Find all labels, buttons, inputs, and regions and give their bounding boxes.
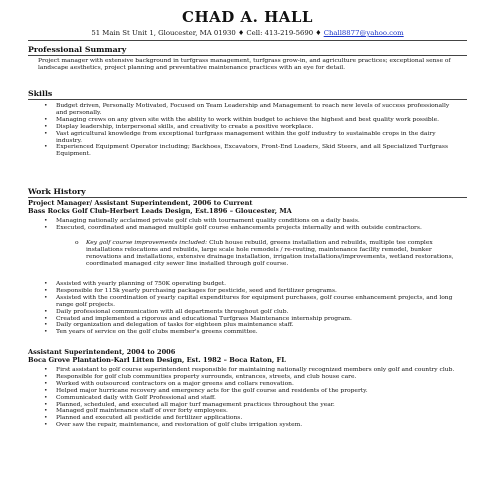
list-item: • Budget driven, Personally Motivated, Focused on Team Leadership and Management to reach new levels of success professionally and personally. — [44, 102, 450, 116]
list-item: • Managed golf maintenance staff of over forty employees. — [44, 407, 228, 415]
contact-line — [0, 29, 495, 37]
contact-details: 51 Main St Unit 1, Gloucester, MA 01930 ♦ Cell: 413-219-5690 ♦ — [91, 29, 324, 37]
list-item: • Helped major hurricane recovery and emergency acts for the golf course and residents of the property. — [44, 386, 368, 394]
work-heading: Work History — [28, 187, 86, 196]
job2-company: Boca Grove Plantation-Karl Litten Design, Est. 1982 – Boca Raton, FL — [28, 356, 286, 364]
list-item: • Communicated daily with Golf Professional and staff. — [44, 393, 216, 401]
subitem-text: Club house rebuild, greens installation and rebuilds, multiple tee complex installations relocations and rebuilds, large scale hole remodels / re-routing, maintenance facility remodel, bunker renovations and installations, extensive drainage installation, irrigation installations/improvements, wetland restorations, coordinated managed city sewer line installed through golf course. — [86, 239, 454, 267]
skills-divider — [28, 99, 467, 100]
job2-list — [44, 366, 461, 429]
list-item: • Planned and executed all pesticide and fertilizer applications. — [44, 414, 243, 422]
list-item: • Executed, coordinated and managed multiple golf course enhancements projects internally and with outside contractors. — [44, 223, 422, 231]
summary-text: Project manager with extensive background in turfgrass management, turfgrass grow-in, and agriculture practices; exceptional sense of landscape aesthetics, project planning and preventative maintenance practices with an eye for detail. — [38, 57, 451, 71]
list-item: • Ten years of service on the golf clubs member's greens committee. — [44, 328, 258, 336]
summary-divider — [28, 55, 467, 56]
job1-list — [44, 217, 461, 232]
list-item: • Planned, scheduled, and executed all major turf management practices throughout the year. — [44, 400, 335, 408]
list-item: • Responsible for golf club communities property surrounds, entrances, streets, and club house care. — [44, 372, 357, 380]
list-item: • Created and implemented a rigorous and educational Turfgrass Maintenance internship program. — [44, 314, 352, 322]
list-item: • First assistant to golf course superintendent responsible for maintaining nationally recognized members only golf and country club. — [44, 366, 455, 373]
job1-company: Bass Rocks Golf Club-Herbert Leads Design, Est.1896 – Gloucester, MA — [28, 207, 292, 215]
list-item: • Experienced Equipment Operator including; Backhoes, Excavators, Front-End Loaders, Skid Steers, and all Specialized Turfgrass Equipment. — [44, 143, 449, 158]
job1-subitem: o Key golf course improvements included: Club house rebuild, greens installation and rebuilds, multiple tee complex installations relocations and rebuilds, large scale hole remodels / re-routing, maintenance facility remodel, bunker renovations and installations, extensive drainage installation, irrigation installations/improvements, wetland restorations, coordinated managed city sewer line installed through golf course. — [75, 239, 454, 267]
list-item: • Worked with outsourced contractors on a major greens and collars renovation. — [44, 379, 294, 387]
job1-list-2 — [44, 280, 461, 336]
list-item: • Over saw the repair, maintenance, and restoration of golf clubs irrigation system. — [44, 421, 303, 429]
list-item: • Managing crews on any given site with the ability to work within budget to achieve the highest and best quality work possible. — [44, 115, 440, 123]
list-item: • Responsible for 115k yearly purchasing packages for pesticide, seed and fertilizer programs. — [44, 286, 337, 294]
work-divider — [28, 197, 467, 198]
summary-heading: Professional Summary — [28, 45, 127, 54]
email-link[interactable]: Chall8877@yahoo.com — [323, 29, 404, 37]
list-item: • Display leadership, interpersonal skills, and creativity to create a positive workplace. — [44, 122, 314, 130]
job1-title: Project Manager/ Assistant Superintendent, 2006 to Current — [28, 199, 253, 207]
list-item: • Assisted with the coordination of yearly capital expenditures for equipment purchases, golf course enhancement projects, and long range golf projects. — [44, 293, 453, 308]
list-item: • Assisted with yearly planning of 750K operating budget. — [44, 280, 227, 287]
list-item: • Vast agricultural knowledge from exceptional turfgrass management within the golf industry to sustainable crops in the dairy industry. — [44, 129, 436, 144]
skills-heading: Skills — [28, 89, 53, 98]
list-item: • Managing nationally acclaimed private golf club with tournament quality conditions on a daily basis. — [44, 217, 360, 224]
list-item: • Daily professional communication with all departments throughout golf club. — [44, 307, 289, 315]
header-divider — [28, 40, 467, 41]
skills-list — [44, 102, 458, 158]
subitem-label: Key golf course improvements included: — [86, 239, 208, 246]
resume-name: CHAD A. HALL — [182, 8, 313, 26]
job2-title: Assistant Superintendent, 2004 to 2006 — [28, 348, 176, 356]
list-item: • Daily organization and delegation of tasks for eighteen plus maintenance staff. — [44, 321, 294, 329]
